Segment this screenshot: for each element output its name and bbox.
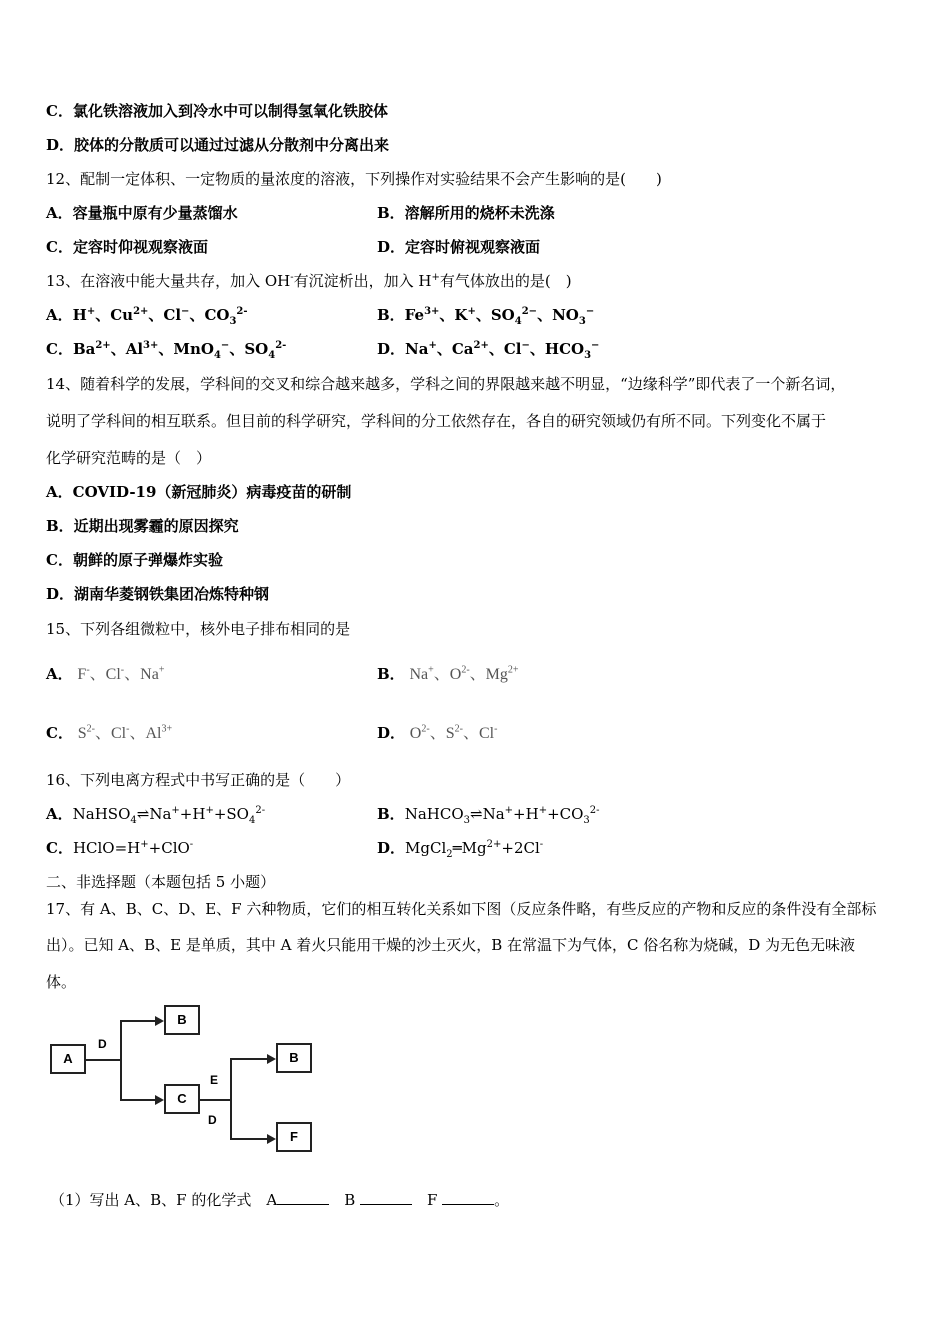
q11-option-d: D．胶体的分散质可以通过过滤从分散剂中分离出来: [46, 136, 390, 154]
q14-option-d: D．湖南华菱钢铁集团冶炼特种钢: [46, 585, 270, 603]
q17-stem-line2: 出）。已知 A、B、E 是单质，其中 A 着火只能用干燥的沙土灭火，B 在常温下为气体，C 俗名称为烧碱，D 为无色无味液: [46, 936, 856, 954]
part2-heading: 二、非选择题（本题包括 5 小题）: [46, 873, 276, 891]
q14-stem-line2: 说明了学科间的相互联系。但目前的科学研究，学科间的分工依然存在，各自的研究领域仍有所不同。下列变化不属于: [46, 412, 827, 430]
q12-option-a: A．容量瓶中原有少量蒸馏水: [46, 204, 238, 222]
q15-option-c: C． $S^{2-}$、Cl-、$Al^{3+}$: [46, 723, 173, 742]
q14-stem-line1: 14、随着科学的发展，学科间的交叉和综合越来越多，学科之间的界限越来越不明显，“边缘科学”即代表了一个新名词，: [46, 375, 846, 393]
q12-option-d: D．定容时俯视观察液面: [377, 238, 541, 256]
label-d-bottom: D: [208, 1113, 217, 1127]
answer-blank-b[interactable]: [360, 1190, 412, 1205]
q12-option-c: C．定容时仰视观察液面: [46, 238, 208, 256]
q13-option-b: B．$Fe^{3+}$、K+、$SO_4^{2-}$、$NO_3^-$: [377, 306, 595, 327]
arrow-head: [155, 1016, 164, 1026]
q12-stem: 12、配制一定体积、一定物质的量浓度的溶液，下列操作对实验结果不会产生影响的是( ): [46, 170, 662, 188]
arrow-head: [267, 1134, 276, 1144]
connector: [230, 1058, 268, 1060]
q17-stem-line3: 体。: [46, 973, 77, 991]
q15-option-a: A． F-、Cl-、Na+: [46, 664, 165, 683]
q15-option-b: B． Na+、$O^{2-}$、$Mg^{2+}$: [377, 664, 519, 683]
reaction-diagram: [46, 1000, 326, 1160]
box-a: A: [50, 1044, 86, 1074]
q11-option-c: C．氯化铁溶液加入到冷水中可以制得氢氧化铁胶体: [46, 102, 388, 120]
q16-option-d: D．$MgCl_2═Mg^{2+}+2Cl^-$: [377, 839, 544, 860]
box-c: C: [164, 1084, 200, 1114]
connector: [230, 1058, 232, 1139]
connector: [200, 1099, 230, 1101]
box-f: F: [276, 1122, 312, 1152]
answer-blank-f[interactable]: [442, 1190, 494, 1205]
box-b-right: B: [276, 1043, 312, 1073]
q15-option-d: D． $O^{2-}$、$S^{2-}$、Cl-: [377, 723, 498, 742]
q16-option-a: A．$NaHSO_4\rightleftharpoons Na^++H^++SO_4^{2-}$: [46, 805, 266, 826]
q16-option-b: B．$NaHCO_3\rightleftharpoons Na^++H^++CO_3^{2-}$: [377, 805, 600, 826]
q13-option-c: C．$Ba^{2+}$、$Al^{3+}$、MnO$_4$−、$SO_4^{2-}$: [46, 340, 287, 361]
q16-option-c: C．HClO=H++ClO-: [46, 839, 194, 857]
connector: [230, 1138, 268, 1140]
q14-option-a: A．COVID-19（新冠肺炎）病毒疫苗的研制: [46, 483, 352, 501]
answer-blank-a[interactable]: [277, 1190, 329, 1205]
connector: [120, 1020, 122, 1100]
q13-option-d: D．Na+、$Ca^{2+}$、Cl−、$HCO_3^-$: [377, 340, 600, 361]
q12-option-b: B．溶解所用的烧杯未洗涤: [377, 204, 555, 222]
arrow-head: [267, 1054, 276, 1064]
q14-option-c: C．朝鲜的原子弹爆炸实验: [46, 551, 223, 569]
q14-option-b: B．近期出现雾霾的原因探究: [46, 517, 239, 535]
q14-stem-line3: 化学研究范畴的是（ ）: [46, 449, 212, 467]
connector: [120, 1099, 156, 1101]
arrow-head: [155, 1095, 164, 1105]
q15-stem: 15、下列各组微粒中，核外电子排布相同的是: [46, 620, 351, 638]
connector: [120, 1020, 156, 1022]
q16-stem: 16、下列电离方程式中书写正确的是（ ）: [46, 771, 351, 789]
q13-stem: 13、在溶液中能大量共存，加入 OH-有沉淀析出，加入 H+有气体放出的是( ): [46, 272, 572, 290]
q17-sub1: （1）写出 A、B、F 的化学式 A B F 。: [50, 1191, 510, 1209]
q13-option-a: A．H+、$Cu^{2+}$、Cl−、$CO_3^{2-}$: [46, 306, 248, 327]
label-d-top: D: [98, 1037, 107, 1051]
label-e: E: [210, 1073, 219, 1087]
q17-stem-line1: 17、有 A、B、C、D、E、F 六种物质，它们的相互转化关系如下图（反应条件略，有些反应的产物和反应的条件没有全部标: [46, 900, 877, 918]
connector: [86, 1059, 120, 1061]
box-b-top: B: [164, 1005, 200, 1035]
